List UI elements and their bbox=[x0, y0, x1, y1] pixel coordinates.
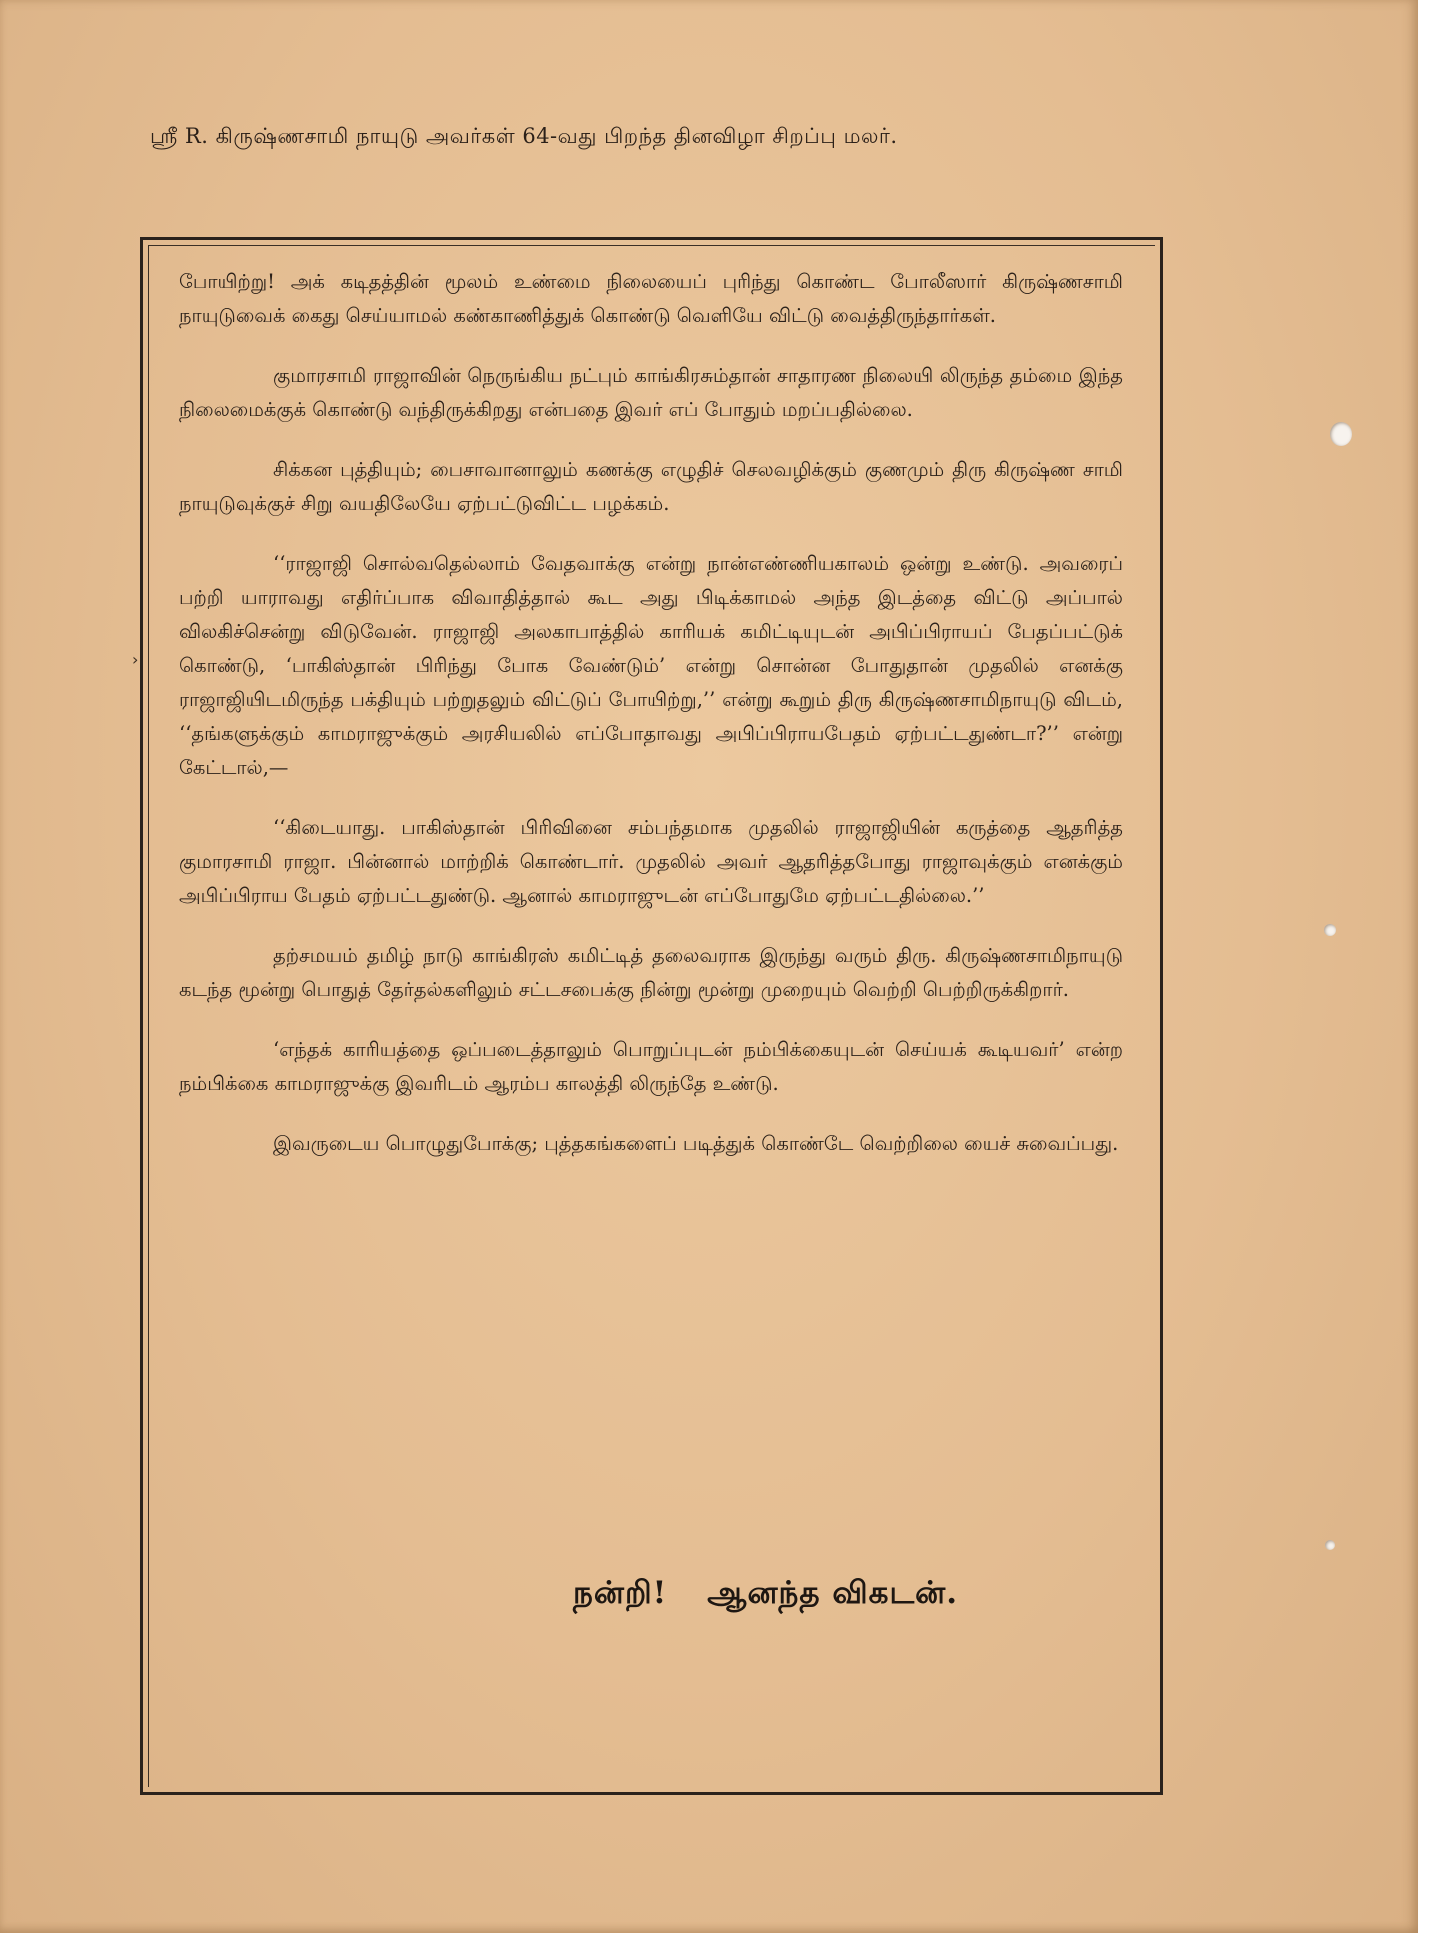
paragraph: ‘எந்தக் காரியத்தை ஒப்படைத்தாலும் பொறுப்புடன் நம்பிக்கையுடன் செய்யக் கூடியவர்’ என்ற நம்பிக்கை காமராஜுக்கு இவரிடம் ஆரம்ப காலத்தி லிருந்தே உண்டு. bbox=[179, 1038, 1123, 1095]
paragraph: ‘‘கிடையாது. பாகிஸ்தான் பிரிவினை சம்பந்தமாக முதலில் ராஜாஜியின் கருத்தை ஆதரித்த குமாரசாமி ராஜா. பின்னால் மாற்றிக் கொண்டார். முதலில் அவர் ஆதரித்தபோது ராஜாவுக்கும் எனக்கும் அபிப்பிராய பேதம் ஏற்பட்டதுண்டு. ஆனால் காமராஜுடன் எப்போதுமே ஏற்பட்டதில்லை.’’ bbox=[179, 816, 1123, 907]
punch-hole-icon bbox=[1324, 924, 1336, 936]
paragraph: ‘‘ராஜாஜி சொல்வதெல்லாம் வேதவாக்கு என்று நான்எண்ணியகாலம் ஒன்று உண்டு. அவரைப் பற்றி யாராவது எதிர்ப்பாக விவாதித்தால் கூட அது பிடிக்காமல் அந்த இடத்தை விட்டு அப்பால் விலகிச்சென்று விடுவேன். ராஜாஜி அலகாபாத்தில் காரியக் கமிட்டியுடன் அபிப்பிராயப் பேதப்பட்டுக் கொண்டு, ‘பாகிஸ்தான் பிரிந்து போக வேண்டும்’ என்று சொன்ன போதுதான் முதலில் எனக்கு ராஜாஜியிடமிருந்த பக்தியும் பற்றுதலும் விட்டுப் போயிற்று,’’ என்று கூறும் திரு கிருஷ்ணசாமிநாயுடு விடம், ‘‘தங்களுக்கும் காமராஜுக்கும் அரசியலில் எப்போதாவது அபிப்பிராயபேதம் ஏற்பட்டதுண்டா?’’ என்று கேட்டால்,— bbox=[179, 552, 1123, 779]
acknowledgement bbox=[573, 1575, 958, 1615]
acknowledgement-source: ஆனந்த விகடன். bbox=[707, 1575, 958, 1611]
article-frame bbox=[140, 237, 1163, 1795]
page-header-title: ஸ்ரீ R. கிருஷ்ணசாமி நாயுடு அவர்கள் 64-வது பிறந்த தினவிழா சிறப்பு மலர். bbox=[150, 124, 898, 148]
punch-hole-icon bbox=[1325, 1540, 1335, 1550]
acknowledgement-thanks: நன்றி! bbox=[573, 1575, 668, 1611]
paragraph: தற்சமயம் தமிழ் நாடு காங்கிரஸ் கமிட்டித் தலைவராக இருந்து வரும் திரு. கிருஷ்ணசாமிநாயுடு கடந்த மூன்று பொதுத் தேர்தல்களிலும் சட்டசபைக்கு நின்று மூன்று முறையும் வெற்றி பெற்றிருக்கிறார். bbox=[179, 944, 1123, 1001]
paragraph: இவருடைய பொழுதுபோக்கு; புத்தகங்களைப் படித்துக் கொண்டே வெற்றிலை யைச் சுவைப்பது. bbox=[273, 1132, 1119, 1155]
article-body bbox=[179, 265, 1123, 1187]
paragraph: குமாரசாமி ராஜாவின் நெருங்கிய நட்பும் காங்கிரசும்தான் சாதாரண நிலையி லிருந்த தம்மை இந்த நிலைமைக்குக் கொண்டு வந்திருக்கிறது என்பதை இவர் எப் போதும் மறப்பதில்லை. bbox=[179, 364, 1123, 421]
margin-tick-icon: › bbox=[132, 650, 139, 669]
paragraph: சிக்கன புத்தியும்; பைசாவானாலும் கணக்கு எழுதிச் செலவழிக்கும் குணமும் திரு கிருஷ்ண சாமி நாயுடுவுக்குச் சிறு வயதிலேயே ஏற்பட்டுவிட்ட பழக்கம். bbox=[179, 458, 1123, 515]
punch-hole-icon bbox=[1330, 422, 1352, 446]
paragraph: போயிற்று! அக் கடிதத்தின் மூலம் உண்மை நிலையைப் புரிந்து கொண்ட போலீஸார் கிருஷ்ணசாமி நாயுடுவைக் கைது செய்யாமல் கண்காணித்துக் கொண்டு வெளியே விட்டு வைத்திருந்தார்கள். bbox=[179, 270, 1123, 327]
